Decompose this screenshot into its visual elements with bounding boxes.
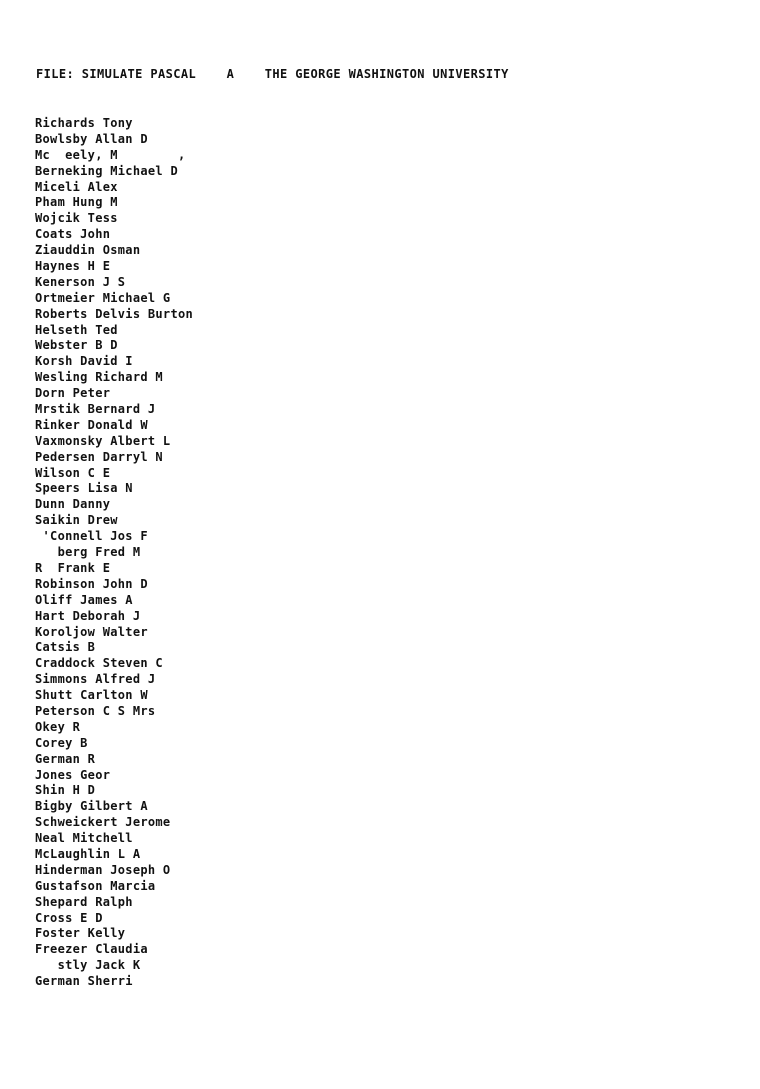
name-list [35,116,193,990]
list-item: Shutt Carlton W [35,688,148,703]
list-item: Simmons Alfred J [35,672,156,687]
list-item: 'Connell Jos F [35,529,148,544]
page-header [36,66,509,82]
list-item: Wojcik Tess [35,211,118,226]
institution-name: THE GEORGE WASHINGTON UNIVERSITY [264,67,509,81]
list-item: Freezer Claudia [35,942,148,957]
list-item: Helseth Ted [35,322,118,337]
list-item: Shepard Ralph [35,894,133,909]
list-item: Robinson John D [35,576,148,591]
list-item: Rinker Donald W [35,417,148,432]
list-item: Craddock Steven C [35,656,163,671]
list-item: Pedersen Darryl N [35,449,163,464]
list-item: Wilson C E [35,465,111,480]
list-item: Bigby Gilbert A [35,799,148,814]
list-item: Wesling Richard M [35,370,163,385]
list-item: Kenerson J S [35,274,126,289]
list-item: Korsh David I [35,354,133,369]
list-item: Peterson C S Mrs [35,703,156,718]
list-item: Neal Mitchell [35,831,133,846]
list-item: Haynes H E [35,259,111,274]
list-item: R Frank E [35,560,111,575]
list-item: Berneking Michael D [35,163,178,178]
list-item: Bowlsby Allan D [35,131,148,146]
list-item: Cross E D [35,910,103,925]
list-item: Saikin Drew [35,513,118,528]
list-item: Oliff James A [35,592,133,607]
list-item: berg Fred M [35,545,141,560]
list-item: Jones Geor [35,767,111,782]
file-mode: A [226,67,235,81]
list-item: Richards Tony [35,116,133,130]
list-item: Hinderman Joseph O [35,862,171,877]
list-item: Koroljow Walter [35,624,148,639]
list-item: Hart Deborah J [35,608,141,623]
list-item: Dorn Peter [35,386,111,401]
list-item: Coats John [35,227,111,242]
list-item: German R [35,751,96,766]
file-label: FILE: SIMULATE PASCAL [36,67,197,81]
list-item: Mc eely, M , [35,147,186,162]
list-item: Corey B [35,735,88,750]
list-item: McLaughlin L A [35,846,141,861]
list-item: Ziauddin Osman [35,243,141,258]
list-item: Foster Kelly [35,926,126,941]
list-item: German Sherri [35,974,133,989]
list-item: Webster B D [35,338,118,353]
list-item: Speers Lisa N [35,481,133,496]
list-item: Miceli Alex [35,179,118,194]
list-item: Mrstik Bernard J [35,402,156,417]
list-item: Shin H D [35,783,96,798]
list-item: Gustafson Marcia [35,878,156,893]
list-item: Roberts Delvis Burton [35,306,194,321]
list-item: Schweickert Jerome [35,815,171,830]
list-item: Vaxmonsky Albert L [35,433,171,448]
list-item: Dunn Danny [35,497,111,512]
list-item: Catsis B [35,640,96,655]
list-item: Ortmeier Michael G [35,290,171,305]
list-item: Okey R [35,719,81,734]
list-item: stly Jack K [35,958,141,973]
list-item: Pham Hung M [35,195,118,210]
